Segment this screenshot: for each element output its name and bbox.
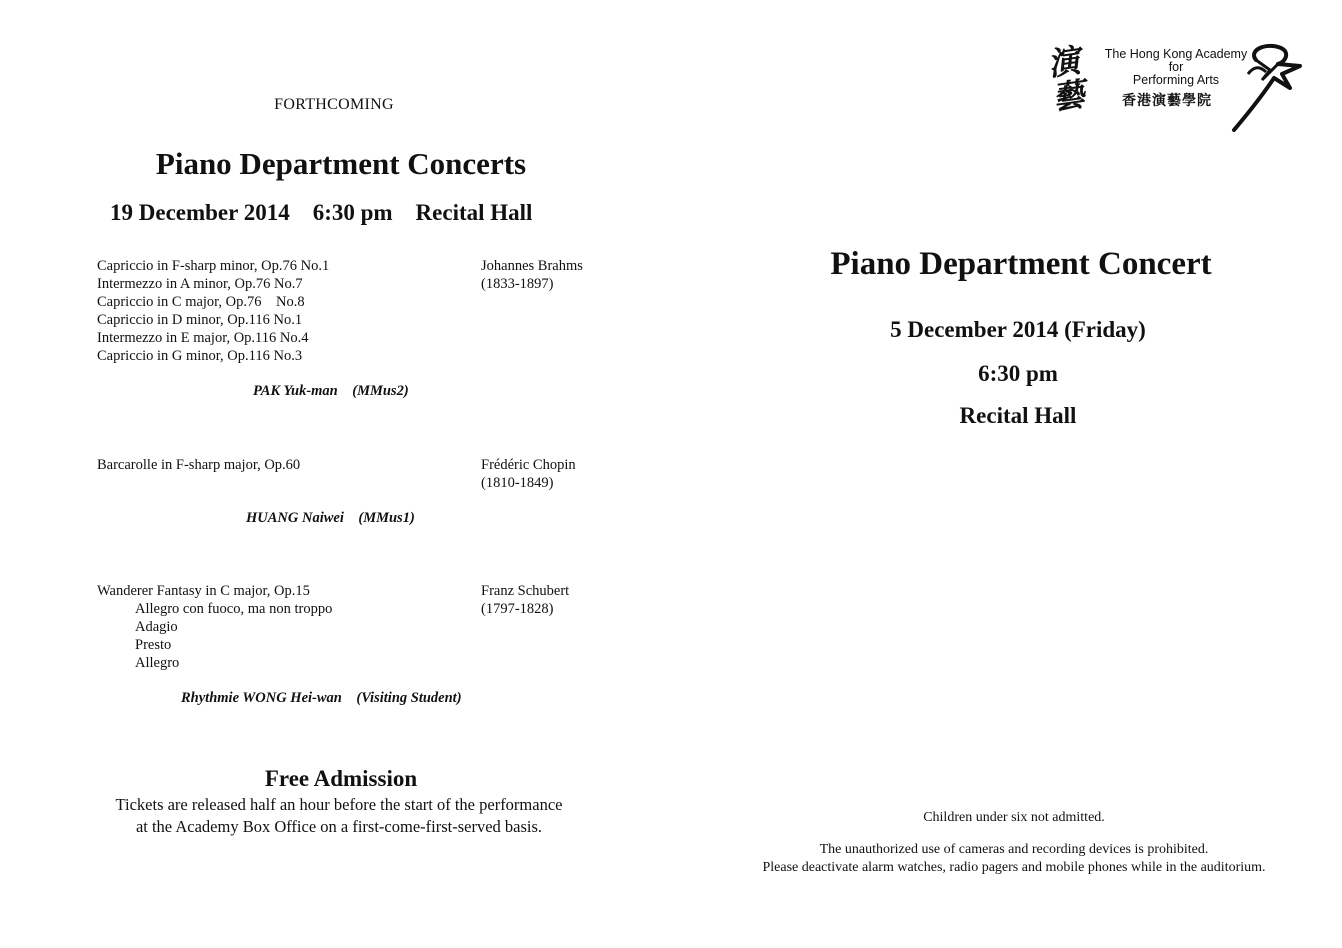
movement-item: Allegro	[135, 655, 180, 671]
free-admission-line1: Tickets are released half an hour before the start of the performance	[115, 795, 563, 814]
logo-en-line3: Performing Arts	[1132, 73, 1220, 87]
forthcoming-concert-title: Piano Department Concerts	[155, 146, 527, 181]
dancer-emblem-icon	[1226, 40, 1306, 132]
programme-brahms-works	[97, 257, 329, 365]
notice-children: Children under six not admitted.	[923, 810, 1105, 825]
composer-name: Johannes Brahms	[481, 258, 583, 274]
concert-title: Piano Department Concert	[830, 246, 1212, 282]
forthcoming-label: FORTHCOMING	[274, 96, 394, 113]
work-item: Capriccio in C major, Op.76 No.8	[97, 294, 305, 310]
logo-en-line1: The Hong Kong Academy	[1104, 47, 1248, 61]
composer-name: Franz Schubert	[481, 583, 570, 599]
performer-wong: Rhythmie WONG Hei-wan (Visiting Student)	[181, 690, 462, 706]
movement-item: Adagio	[135, 619, 178, 635]
programme-chopin-works	[97, 456, 300, 474]
calligraphy-mark: 演藝	[1045, 41, 1087, 118]
work-item: Barcarolle in F-sharp major, Op.60	[97, 457, 301, 473]
programme-schubert-works	[97, 582, 332, 672]
composer-name: Frédéric Chopin	[481, 457, 576, 473]
concert-time: 6:30 pm	[978, 361, 1058, 386]
logo-chinese-name: 香港演藝學院	[1122, 93, 1212, 109]
composer-years: (1797-1828)	[481, 601, 554, 617]
composer-schubert	[481, 582, 569, 618]
composer-years: (1810-1849)	[481, 475, 554, 491]
work-item: Wanderer Fantasy in C major, Op.15	[97, 583, 310, 599]
forthcoming-date-line: 19 December 2014 6:30 pm Recital Hall	[110, 200, 533, 225]
work-item: Intermezzo in E major, Op.116 No.4	[97, 330, 309, 346]
free-admission-title: Free Admission	[264, 766, 418, 791]
composer-brahms	[481, 257, 583, 293]
composer-years: (1833-1897)	[481, 276, 554, 292]
free-admission-line2: at the Academy Box Office on a first-come-first-served basis.	[135, 817, 543, 836]
performer-pak: PAK Yuk-man (MMus2)	[253, 383, 409, 399]
composer-chopin	[481, 456, 576, 492]
academy-logo	[1045, 40, 1312, 132]
notice-recording: The unauthorized use of cameras and recording devices is prohibited.	[819, 842, 1209, 857]
logo-en-line2: for	[1168, 60, 1184, 74]
work-item: Capriccio in G minor, Op.116 No.3	[97, 348, 303, 364]
performer-huang: HUANG Naiwei (MMus1)	[246, 510, 415, 526]
notice-devices: Please deactivate alarm watches, radio pagers and mobile phones while in the auditorium.	[762, 860, 1266, 875]
work-item: Capriccio in D minor, Op.116 No.1	[97, 312, 303, 328]
work-item: Intermezzo in A minor, Op.76 No.7	[97, 276, 303, 292]
work-item: Capriccio in F-sharp minor, Op.76 No.1	[97, 258, 330, 274]
concert-venue: Recital Hall	[959, 403, 1077, 428]
concert-date: 5 December 2014 (Friday)	[890, 317, 1146, 342]
movement-item: Presto	[135, 637, 172, 653]
movement-item: Allegro con fuoco, ma non troppo	[135, 601, 333, 617]
